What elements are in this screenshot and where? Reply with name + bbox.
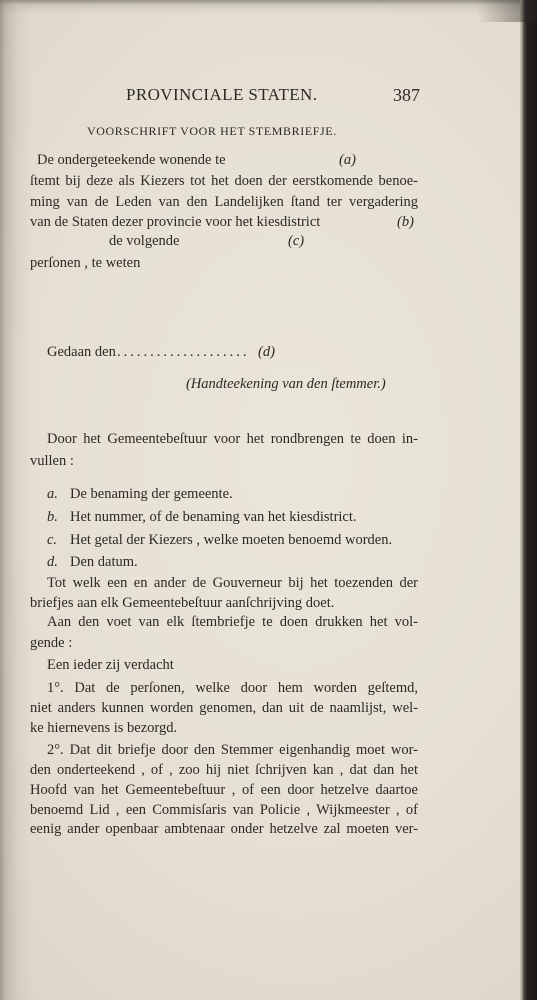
governor-note-line: briefjes aan elk Gemeentebeſtuur aanſchrijving doet. [30, 595, 335, 611]
fill-item-text: Het getal der Kiezers , welke moeten benoemd worden. [70, 532, 393, 548]
condition-first-line [47, 740, 418, 760]
fill-item-text: De benaming der gemeente. [70, 486, 233, 502]
condition-marker: 1°. [47, 680, 64, 696]
note-a-marker: (a) [339, 152, 356, 168]
notice-intro: Een ieder zij verdacht [47, 657, 174, 673]
form-body-line: ſtemt bij deze als Kiezers tot het doen der eerstkomende benoe- [30, 173, 418, 189]
condition-line: den onderteekend , of , zoo hij niet ſchrijven kan , dat dan het [30, 762, 418, 778]
count-line: de volgende [109, 233, 180, 249]
footer-note-line: gende : [30, 635, 73, 651]
persons-line: perſonen , te weten [30, 255, 141, 271]
governor-note-line: Tot welk een en ander de Gouverneur bij het toezenden der [47, 575, 418, 591]
fill-item-marker: c. [47, 532, 58, 548]
condition-line: Hoofd van het Gemeentebeſtuur , of een door hetzelve daartoe [30, 782, 418, 798]
condition-line: niet anders kunnen worden genomen, dan uit de naamlijst, wel- [30, 700, 418, 716]
condition-line: eenig ander openbaar ambtenaar onder hetzelve zal moeten ver- [30, 821, 418, 837]
fill-item-marker: b. [47, 509, 58, 525]
fill-item-text: Den datum. [70, 554, 138, 570]
residence-line: De ondergeteekende wonende te [37, 152, 226, 168]
condition-line: ke hiernevens is bezorgd. [30, 720, 178, 736]
date-label: Gedaan den [47, 344, 116, 360]
footer-note-line: Aan den voet van elk ſtembriefje te doen drukken het vol- [47, 614, 418, 630]
fill-item-marker: a. [47, 486, 58, 502]
condition-first-line [47, 678, 418, 698]
form-body-line: van de Staten dezer provincie voor het kiesdistrict [30, 214, 321, 230]
condition-line: benoemd Lid , een Commisſaris van Policie , Wijkmeester , of [30, 802, 418, 818]
note-d-marker: (d) [258, 344, 275, 360]
page-number: 387 [393, 85, 420, 105]
fill-item-marker: d. [47, 554, 58, 570]
condition-text: Dat de perſonen, welke door hem worden geſtemd, [74, 680, 418, 696]
form-heading: VOORSCHRIFT VOOR HET STEMBRIEFJE. [87, 124, 337, 138]
condition-text: Dat dit briefje door den Stemmer eigenhandig moet wor- [69, 742, 419, 758]
form-body-line: ming van de Leden van den Landelijken ſtand ter vergadering [30, 194, 418, 210]
condition-marker: 2°. [47, 742, 64, 758]
fill-item-text: Het nummer, of de benaming van het kiesdistrict. [70, 509, 357, 525]
note-b-marker: (b) [397, 214, 414, 230]
running-title: PROVINCIALE STATEN. [126, 85, 318, 104]
instruction-intro-line: vullen : [30, 453, 74, 469]
page-edge-shadow [520, 0, 537, 1000]
instruction-intro-line: Door het Gemeentebeſtuur voor het rondbrengen te doen in- [47, 431, 418, 447]
corner-shadow [477, 0, 537, 22]
note-c-marker: (c) [288, 233, 305, 249]
signature-label: (Handteekening van den ſtemmer.) [186, 376, 386, 392]
date-dotted-leader: .................... [117, 344, 250, 360]
